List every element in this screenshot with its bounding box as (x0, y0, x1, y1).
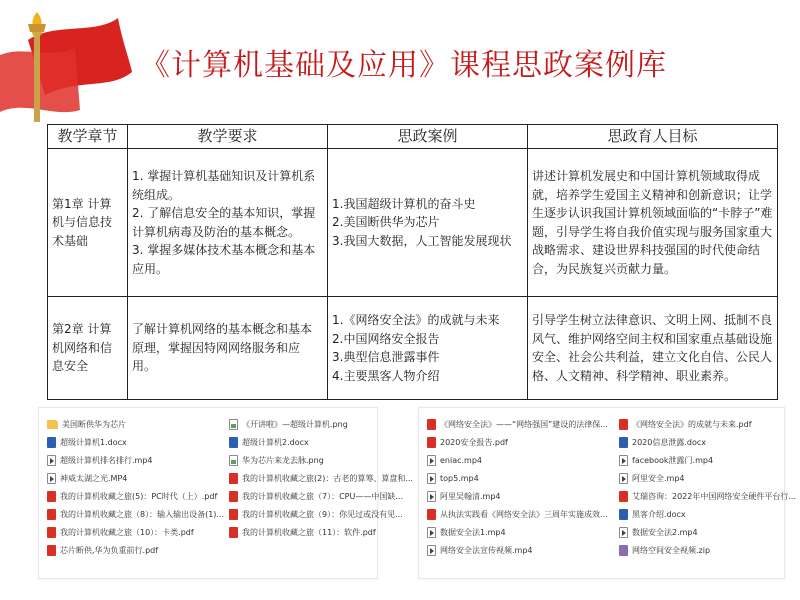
file-item[interactable]: facebook泄露门.mp4 (619, 452, 779, 468)
file-item[interactable]: 我的计算机收藏之旅(5)：PC时代（上）.pdf (47, 488, 223, 504)
file-item[interactable]: 我的计算机收藏之旅（9）：你见过或没有见... (229, 506, 371, 522)
pdf-file-icon (427, 437, 436, 448)
file-item[interactable]: 超级计算机排名排行.mp4 (47, 452, 223, 468)
pdf-file-icon (47, 509, 56, 520)
file-item[interactable]: 我的计算机收藏之旅（10）：卡类.pdf (47, 524, 223, 540)
video-file-icon (427, 545, 436, 556)
case-item: 4.主要黑客人物介绍 (332, 368, 440, 383)
header-goal: 思政育人目标 (528, 125, 778, 149)
file-item[interactable]: 我的计算机收藏之旅（7）：CPU——中国缺... (229, 488, 371, 504)
pdf-file-icon (47, 527, 56, 538)
pdf-file-icon (229, 473, 238, 484)
file-column (427, 416, 613, 560)
goal-cell: 讲述计算机发展史和中国计算机领域取得成就，培养学生爱国主义精神和创新意识；让学生逐步认识我国计算机领域面临的“卡脖子”难题，引导学生将自我价值实现与服务国家重大战略需求、建设世界科技强国的时代使命结合，为民族复兴贡献力量。 (528, 149, 778, 297)
zip-archive-icon (619, 545, 628, 556)
file-item[interactable]: 阿里安全.mp4 (619, 470, 779, 486)
file-item[interactable]: 华为芯片来龙去脉.png (229, 452, 371, 468)
table-row (48, 297, 778, 400)
pdf-file-icon (619, 491, 628, 502)
video-file-icon (427, 473, 436, 484)
case-item: 2.中国网络安全报告 (332, 331, 440, 346)
requirements-cell (128, 297, 328, 400)
file-item[interactable]: 从执法实践看《网络安全法》三周年实施成效... (427, 506, 613, 522)
header-requirements: 教学要求 (128, 125, 328, 149)
file-item[interactable]: 阿里吴翰清.mp4 (427, 488, 613, 504)
file-item[interactable]: 芯片断供,华为负重前行.pdf (47, 542, 223, 558)
video-file-icon (427, 527, 436, 538)
chapter-cell: 第1章 计算机与信息技术基础 (48, 149, 128, 297)
file-item[interactable]: 2020安全报告.pdf (427, 434, 613, 450)
file-item[interactable]: 网络安全法宣传视频.mp4 (427, 542, 613, 558)
file-item[interactable]: 《开讲啦》—超级计算机.png (229, 416, 371, 432)
pdf-file-icon (619, 419, 628, 430)
video-file-icon (47, 473, 56, 484)
header-chapter: 教学章节 (48, 125, 128, 149)
image-file-icon (229, 455, 238, 466)
file-item[interactable]: 《网络安全法》——“网络强国”建设的法律保... (427, 416, 613, 432)
case-item: 1.《网络安全法》的成就与未来 (332, 312, 500, 327)
file-item[interactable]: 艾瑞咨询：2022年中国网络安全硬件平台行... (619, 488, 779, 504)
video-file-icon (619, 473, 628, 484)
chapter-cell: 第2章 计算机网络和信息安全 (48, 297, 128, 400)
case-item: 3.我国大数据，人工智能发展现状 (332, 234, 512, 249)
cases-cell (328, 149, 528, 297)
pdf-file-icon (229, 491, 238, 502)
word-document-icon (229, 437, 238, 448)
pdf-file-icon (229, 527, 238, 538)
video-file-icon (619, 455, 628, 466)
file-column (229, 416, 413, 542)
file-item[interactable]: 美国断供华为芯片 (47, 416, 223, 432)
pdf-file-icon (427, 509, 436, 520)
file-column (619, 416, 796, 560)
page-title: 《计算机基础及应用》课程思政案例库 (140, 48, 667, 83)
red-flag-torch-icon (0, 0, 150, 125)
table-row (48, 149, 778, 297)
video-file-icon (619, 527, 628, 538)
pdf-file-icon (47, 545, 56, 556)
case-item: 1.我国超级计算机的奋斗史 (332, 196, 476, 211)
file-column (47, 416, 223, 560)
table-header-row (48, 125, 778, 149)
word-document-icon (619, 437, 628, 448)
file-item[interactable]: 我的计算机收藏之旅（11）：软件.pdf (229, 524, 371, 540)
image-file-icon (229, 419, 238, 430)
video-file-icon (427, 491, 436, 502)
folder-icon (47, 420, 58, 429)
cases-cell (328, 297, 528, 400)
file-list-panel-left (38, 407, 413, 579)
file-item[interactable]: 网络空间安全视频.zip (619, 542, 779, 558)
file-item[interactable]: 超级计算机1.docx (47, 434, 223, 450)
course-table (47, 124, 777, 400)
file-item[interactable]: 神威太湖之光.MP4 (47, 470, 223, 486)
requirement-item: 了解计算机网络的基本概念和基本原理，掌握因特网网络服务和应用。 (132, 322, 313, 374)
case-item: 2.美国断供华为芯片 (332, 215, 440, 230)
file-item[interactable]: 我的计算机收藏之旅（8）：输入输出设备(1)... (47, 506, 223, 522)
video-file-icon (427, 455, 436, 466)
file-item[interactable]: 我的计算机收藏之旅(2)：古老的算筹、算盘和... (229, 470, 371, 486)
goal-cell: 引导学生树立法律意识、文明上网、抵制不良风气、维护网络空间主权和国家重点基础设施安全、社会公共利益，建立文化自信、公民人格、人文精神、科学精神、职业素养。 (528, 297, 778, 400)
requirement-item: 3. 掌握多媒体技术基本概念和基本应用。 (132, 243, 316, 276)
file-item[interactable]: eniac.mp4 (427, 452, 613, 468)
case-item: 3.典型信息泄露事件 (332, 350, 440, 365)
word-document-icon (619, 509, 628, 520)
requirements-cell (128, 149, 328, 297)
file-item[interactable]: top5.mp4 (427, 470, 613, 486)
pdf-file-icon (427, 419, 436, 430)
file-list-panel-right (418, 407, 796, 579)
file-item[interactable]: 黑客介绍.docx (619, 506, 779, 522)
video-file-icon (47, 455, 56, 466)
file-item[interactable]: 2020信息泄露.docx (619, 434, 779, 450)
requirement-item: 1. 掌握计算机基础知识及计算机系统组成。 (132, 168, 316, 202)
file-item[interactable]: 超级计算机2.docx (229, 434, 371, 450)
pdf-file-icon (229, 509, 238, 520)
requirement-item: 2. 了解信息安全的基本知识，掌握计算机病毒及防治的基本概念。 (132, 206, 316, 239)
word-document-icon (47, 437, 56, 448)
file-item[interactable]: 数据安全法2.mp4 (619, 524, 779, 540)
file-item[interactable]: 《网络安全法》的成就与未来.pdf (619, 416, 779, 432)
file-item[interactable]: 数据安全法1.mp4 (427, 524, 613, 540)
header-cases: 思政案例 (328, 125, 528, 149)
pdf-file-icon (47, 491, 56, 502)
